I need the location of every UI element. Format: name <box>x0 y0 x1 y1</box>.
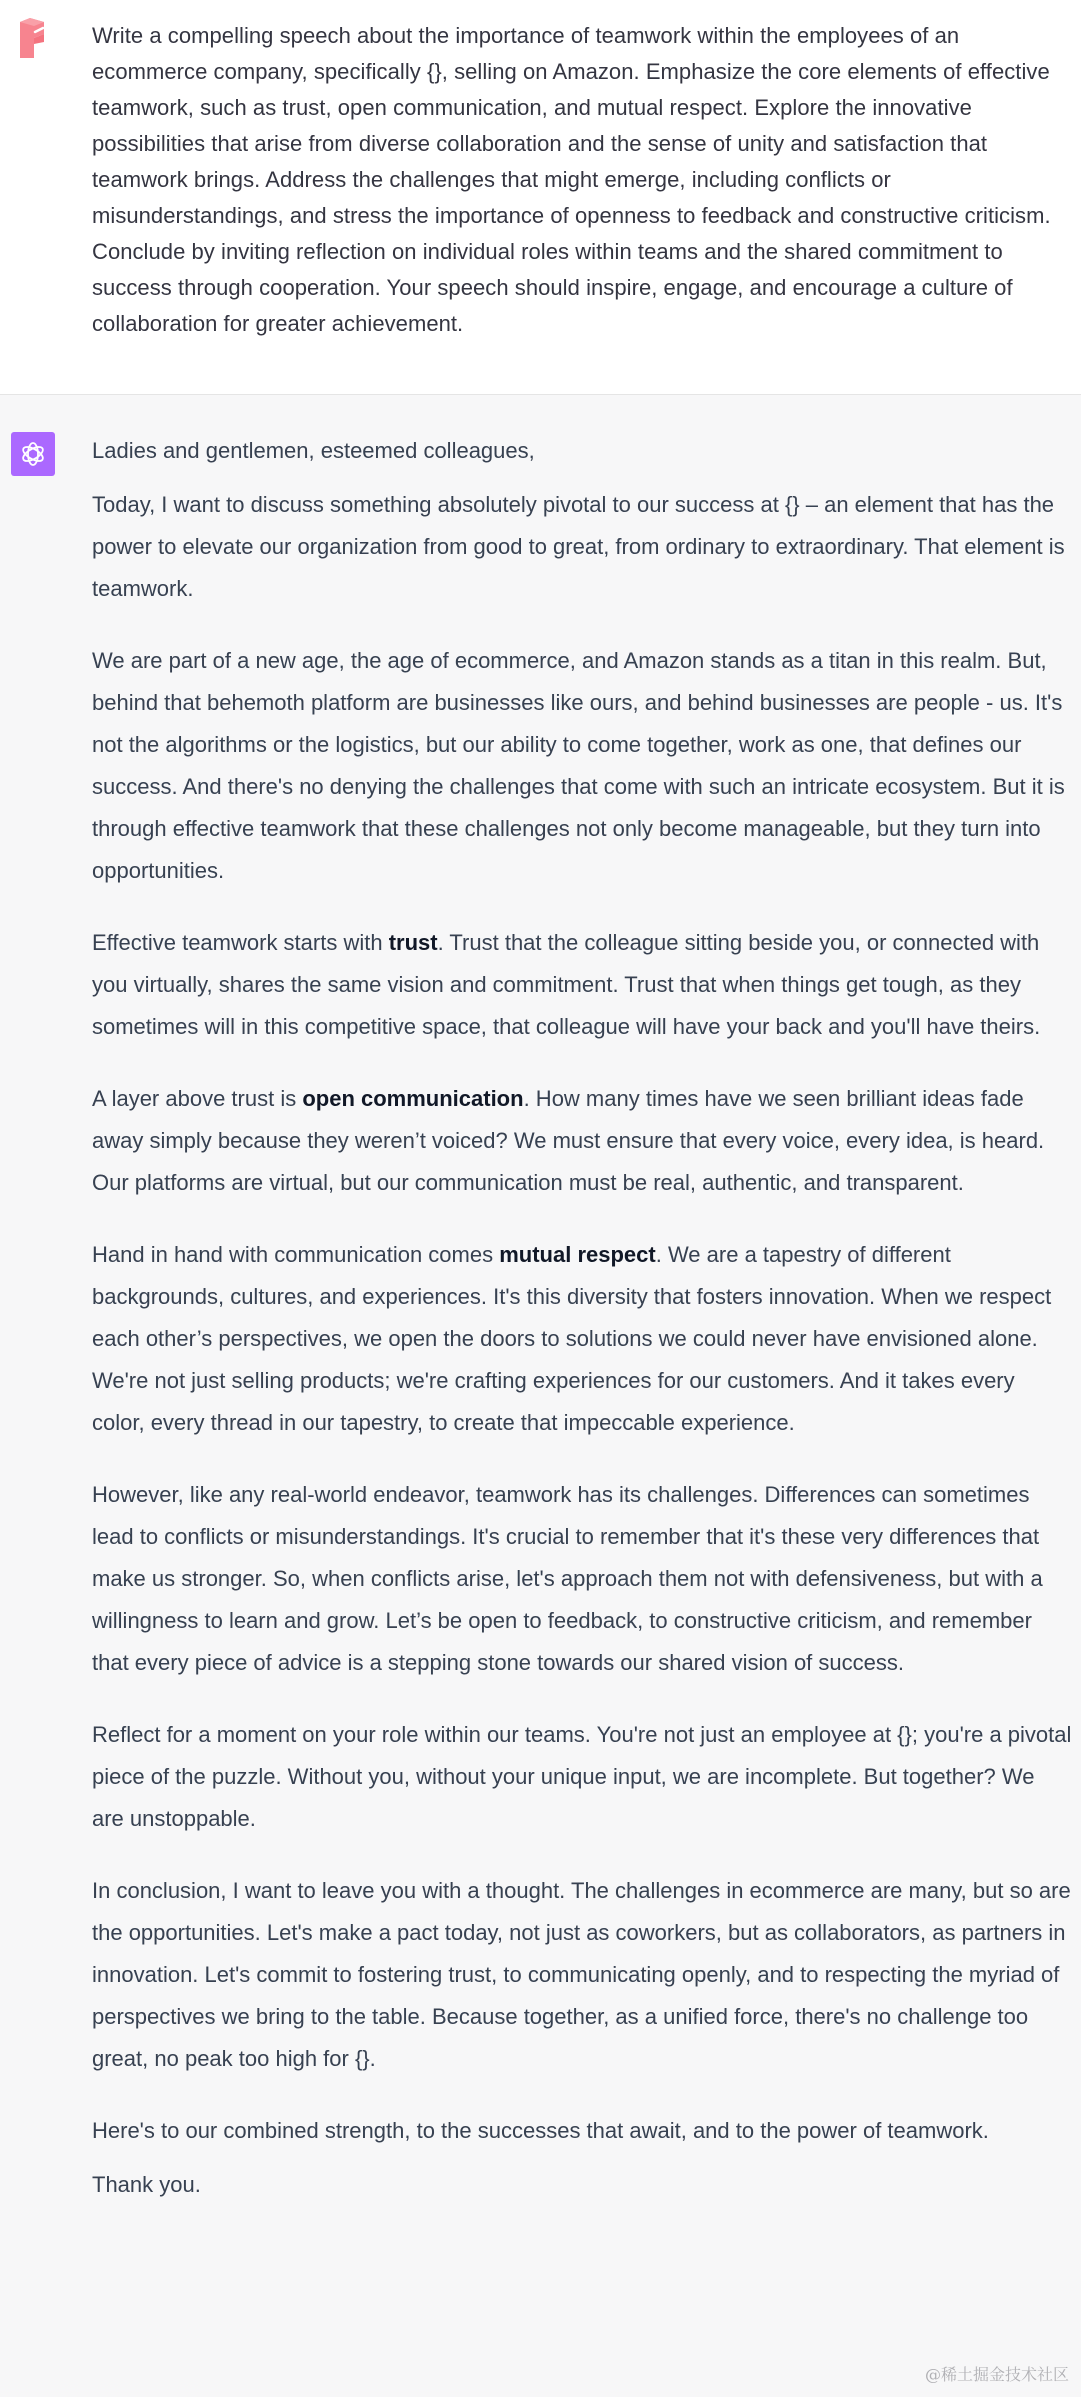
speech-paragraph-reflection: Reflect for a moment on your role within our teams. You're not just an employee at {}; you're a pivotal piece of the puzzle. Without you, without your unique input, we are incomplete. But together? We are unstoppable. <box>92 1722 1072 1831</box>
speech-paragraph-challenges: However, like any real-world endeavor, teamwork has its challenges. Differences can sometimes lead to conflicts or misunderstandings. It's crucial to remember that it's these very differences that make us stronger. So, when conflicts arise, let's approach them not with defensiveness, but with a willingness to learn and grow. Let’s be open to feedback, to constructive criticism, and remember that every piece of advice is a stepping stone towards our shared vision of success. <box>92 1482 1043 1675</box>
speech-paragraph-conclusion: In conclusion, I want to leave you with a thought. The challenges in ecommerce are many, but so are the opportunities. Let's make a pact today, not just as coworkers, but as collaborators, as partners in innovation. Let's commit to fostering trust, to communicating openly, and to respecting the myriad of perspectives we bring to the table. Because together, as a unified force, there's no challenge too great, no peak too high for {}. <box>92 1878 1071 2071</box>
speech-paragraph-ecommerce: We are part of a new age, the age of ecommerce, and Amazon stands as a titan in this realm. But, behind that behemoth platform are businesses like ours, and behind businesses are people - us. It's not the algorithms or the logistics, but our ability to come together, work as one, that defines our success. And there's no denying the challenges that come with such an intricate ecosystem. But it is through effective teamwork that these challenges not only become manageable, but they turn into opportunities. <box>92 648 1065 883</box>
speech-thank-you: Thank you. <box>92 2172 201 2197</box>
speech-greeting: Ladies and gentlemen, esteemed colleagues, <box>92 438 535 463</box>
speech-paragraph-communication: A layer above trust is open communication. How many times have we seen brilliant ideas fade away simply because they weren’t voiced? We must ensure that every voice, every idea, is heard. Our platforms are virtual, but our communication must be real, authentic, and transparent. <box>92 1086 1045 1195</box>
assistant-response-text <box>92 430 1072 2236</box>
user-prompt-text: Write a compelling speech about the importance of teamwork within the employees of an ecommerce company, specifically {}, selling on Amazon. Emphasize the core elements of effective teamwork, such as trust, open communication, and mutual respect. Explore the innovative possibilities that arise from diverse collaboration and the sense of unity and satisfaction that teamwork brings. Address the challenges that might emerge, including conflicts or misunderstandings, and stress the importance of openness to feedback and constructive criticism. Conclude by inviting reflection on individual roles within teams and the shared commitment to success through cooperation. Your speech should inspire, engage, and encourage a culture of collaboration for greater achievement. <box>92 23 1051 336</box>
keyword-open-communication: open communication <box>302 1086 524 1111</box>
user-logo-f-icon <box>18 16 50 60</box>
openai-logo-icon <box>11 432 55 476</box>
speech-paragraph-trust: Effective teamwork starts with trust. Trust that the colleague sitting beside you, or connected with you virtually, shares the same vision and commitment. Trust that when things get tough, as they sometimes will in this competitive space, that colleague will have your back and you'll have theirs. <box>92 930 1041 1039</box>
speech-paragraph-intro: Today, I want to discuss something absolutely pivotal to our success at {} – an element that has the power to elevate our organization from good to great, from ordinary to extraordinary. That element is teamwork. <box>92 492 1065 601</box>
watermark: @稀土掘金技术社区 <box>924 2365 1069 2384</box>
user-message <box>0 0 1081 395</box>
assistant-message <box>0 395 1081 2397</box>
speech-paragraph-respect: Hand in hand with communication comes mutual respect. We are a tapestry of different backgrounds, cultures, and experiences. It's this diversity that fosters innovation. When we respect each other’s perspectives, we open the doors to solutions we could never have envisioned alone. We're not just selling products; we're crafting experiences for our customers. And it takes every color, every thread in our tapestry, to create that impeccable experience. <box>92 1242 1052 1435</box>
keyword-trust: trust <box>388 930 438 955</box>
speech-toast: Here's to our combined strength, to the successes that await, and to the power of teamwork. <box>92 2118 989 2143</box>
keyword-mutual-respect: mutual respect <box>499 1242 656 1267</box>
